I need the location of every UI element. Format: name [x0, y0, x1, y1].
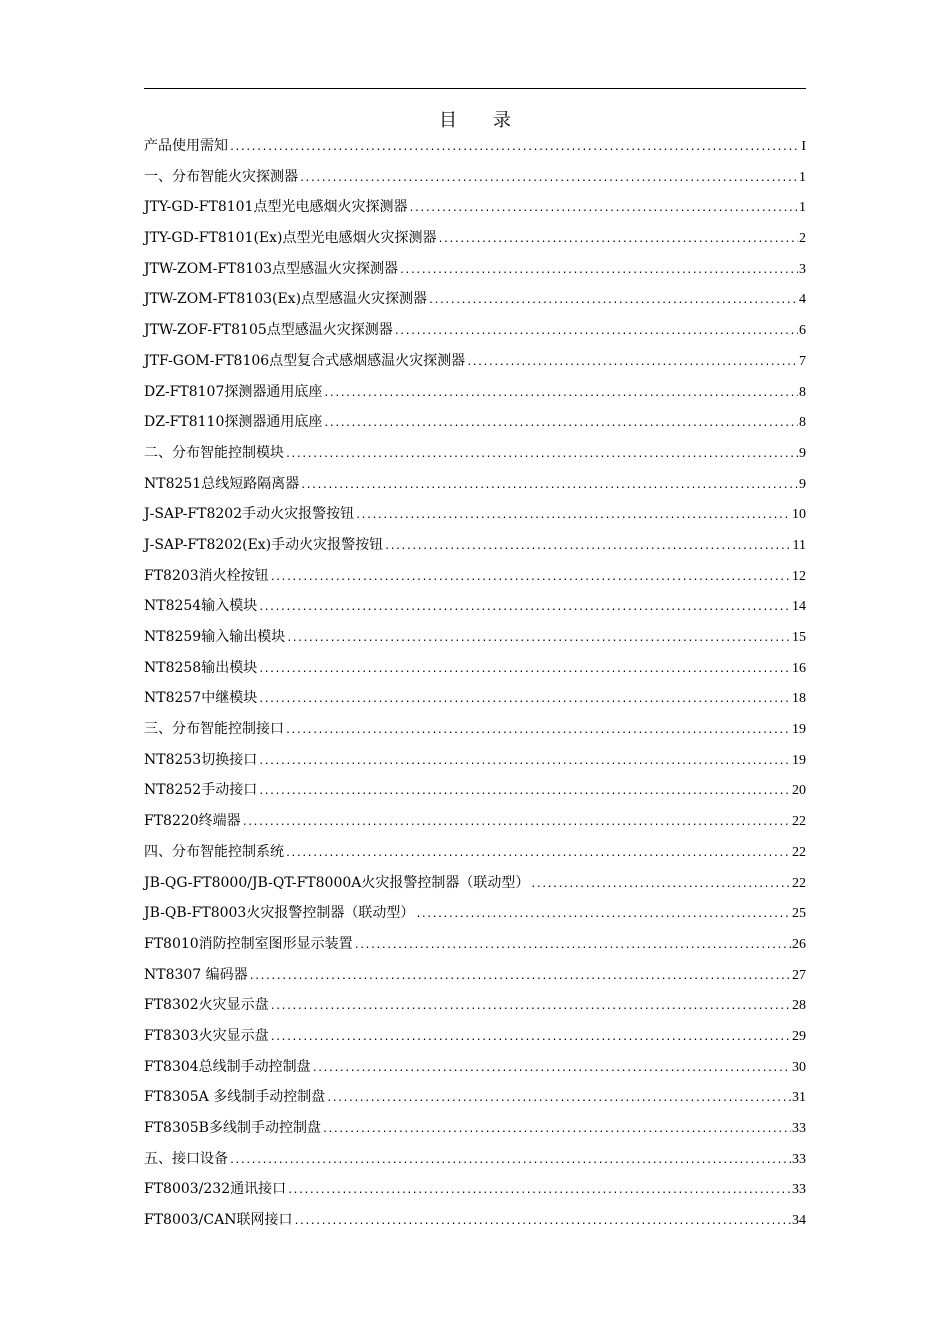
toc-entry[interactable] — [144, 565, 806, 596]
toc-entry[interactable] — [144, 1148, 806, 1179]
toc-entry[interactable] — [144, 657, 806, 688]
toc-entry[interactable] — [144, 902, 806, 933]
toc-entry-label: NT8307 编码器 — [144, 966, 248, 983]
dot-leader — [285, 444, 798, 466]
toc-entry-page: 18 — [792, 691, 806, 707]
toc-entry-label: JTW-ZOM-FT8103点型感温火灾探测器 — [144, 260, 399, 277]
toc-entry[interactable] — [144, 687, 806, 718]
dot-leader — [286, 628, 791, 650]
toc-entry-page: 33 — [792, 1151, 806, 1167]
toc-entry[interactable] — [144, 1178, 806, 1209]
toc-entry[interactable] — [144, 227, 806, 258]
toc-entry-label: FT8303火灾显示盘 — [144, 1027, 269, 1044]
toc-entry[interactable] — [144, 473, 806, 504]
toc-entry-page: 30 — [792, 1059, 806, 1075]
toc-entry-label: FT8220终端器 — [144, 813, 241, 830]
toc-entry[interactable] — [144, 1025, 806, 1056]
toc-entry[interactable] — [144, 166, 806, 197]
toc-entry-label: NT8252手动接口 — [144, 782, 258, 799]
toc-entry-page: 3 — [799, 261, 806, 277]
dot-leader — [270, 567, 791, 589]
dot-leader — [270, 996, 791, 1018]
toc-entry[interactable] — [144, 288, 806, 319]
toc-entry[interactable] — [144, 319, 806, 350]
toc-entry[interactable] — [144, 135, 806, 166]
dot-leader — [258, 751, 791, 773]
toc-entry-label: NT8257中继模块 — [144, 690, 258, 707]
dot-leader — [355, 505, 791, 527]
toc-entry-label: JB-QG-FT8000/JB-QT-FT8000A火灾报警控制器（联动型） — [144, 874, 530, 891]
toc-entry-label: FT8003/CAN联网接口 — [144, 1212, 293, 1229]
toc-entry-label: NT8254输入模块 — [144, 598, 258, 615]
dot-leader — [285, 843, 791, 865]
toc-entry-label: 一、分布智能火灾探测器 — [144, 168, 298, 185]
toc-entry-page: 22 — [792, 814, 806, 830]
dot-leader — [322, 1119, 791, 1141]
dot-leader — [408, 198, 798, 220]
toc-entry-page: 2 — [799, 231, 806, 247]
dot-leader — [293, 1211, 791, 1233]
toc-entry[interactable] — [144, 994, 806, 1025]
toc-entry-label: 五、接口设备 — [144, 1150, 228, 1167]
toc-entry[interactable] — [144, 534, 806, 565]
page-title: 目 录 — [439, 110, 511, 131]
dot-leader — [258, 659, 791, 681]
dot-leader — [300, 475, 798, 497]
toc-entry-label: NT8253切换接口 — [144, 751, 258, 768]
toc-entry-page: 9 — [799, 476, 806, 492]
dot-leader — [299, 168, 798, 190]
toc-entry[interactable] — [144, 442, 806, 473]
dot-leader — [258, 597, 791, 619]
toc-entry-label: 三、分布智能控制接口 — [144, 721, 284, 738]
dot-leader — [285, 720, 791, 742]
toc-entry[interactable] — [144, 749, 806, 780]
toc-entry-page: 11 — [792, 537, 806, 553]
toc-entry-page: 16 — [792, 660, 806, 676]
toc-entry-label: 产品使用需知 — [144, 138, 228, 154]
toc-entry[interactable] — [144, 933, 806, 964]
dot-leader — [258, 781, 791, 803]
toc-entry-label: DZ-FT8107探测器通用底座 — [144, 383, 323, 400]
toc-entry-label: J-SAP-FT8202手动火灾报警按钮 — [144, 506, 355, 523]
toc-entry-label: JTY-GD-FT8101(Ex)点型光电感烟火灾探测器 — [144, 230, 437, 247]
toc-entry-page: 19 — [792, 752, 806, 768]
toc-entry[interactable] — [144, 841, 806, 872]
dot-leader — [229, 1150, 791, 1172]
toc-entry[interactable] — [144, 196, 806, 227]
dot-leader — [428, 290, 798, 312]
dot-leader — [530, 874, 791, 896]
toc-entry-label: 四、分布智能控制系统 — [144, 843, 284, 860]
toc-entry-label: 二、分布智能控制模块 — [144, 444, 284, 461]
toc-entry-label: JTW-ZOF-FT8105点型感温火灾探测器 — [144, 322, 393, 339]
toc-entry-page: 31 — [792, 1090, 806, 1106]
dot-leader — [312, 1058, 791, 1080]
toc-entry-page: 8 — [799, 384, 806, 400]
toc-entry-label: FT8305B多线制手动控制盘 — [144, 1120, 321, 1136]
toc-entry-page: 27 — [792, 967, 806, 983]
toc-entry-page: 1 — [799, 200, 806, 216]
toc-entry-label: JB-QB-FT8003火灾报警控制器（联动型） — [144, 905, 415, 922]
dot-leader — [270, 1027, 791, 1049]
toc-entry-label: FT8304总线制手动控制盘 — [144, 1058, 311, 1075]
toc-entry-page: 28 — [792, 998, 806, 1014]
toc-entry[interactable] — [144, 1117, 806, 1148]
dot-leader — [399, 260, 798, 282]
toc-entry-page: 10 — [792, 507, 806, 523]
toc-entry-label: FT8305A 多线制手动控制盘 — [144, 1089, 326, 1106]
toc-entry-page: 20 — [792, 783, 806, 799]
toc-entry[interactable] — [144, 964, 806, 995]
dot-leader — [242, 812, 791, 834]
toc-entry-page: 12 — [792, 568, 806, 584]
toc-entry-page: 8 — [799, 415, 806, 431]
toc-entry-page: 34 — [792, 1213, 806, 1229]
toc-entry[interactable] — [144, 872, 806, 903]
toc-entry-label: NT8259输入输出模块 — [144, 629, 286, 645]
toc-entry[interactable] — [144, 779, 806, 810]
table-of-contents — [144, 135, 806, 1240]
toc-entry[interactable] — [144, 718, 806, 749]
toc-entry[interactable] — [144, 411, 806, 442]
toc-entry-label: JTF-GOM-FT8106点型复合式感烟感温火灾探测器 — [144, 352, 466, 369]
toc-entry-page: 9 — [799, 445, 806, 461]
toc-entry-label: FT8003/232通讯接口 — [144, 1181, 287, 1198]
toc-entry-label: FT8302火灾显示盘 — [144, 997, 269, 1014]
toc-entry-page: 6 — [799, 323, 806, 339]
toc-entry-page: 26 — [792, 936, 806, 952]
toc-entry[interactable] — [144, 1056, 806, 1087]
toc-entry[interactable] — [144, 1209, 806, 1240]
toc-entry-page: 22 — [792, 875, 806, 891]
header-rule — [144, 88, 806, 89]
dot-leader — [466, 352, 798, 374]
dot-leader — [249, 966, 791, 988]
dot-leader — [229, 137, 800, 159]
toc-entry-page: 33 — [792, 1182, 806, 1198]
toc-entry-label: JTW-ZOM-FT8103(Ex)点型感温火灾探测器 — [144, 291, 428, 308]
dot-leader — [323, 413, 798, 435]
toc-entry-label: NT8251总线短路隔离器 — [144, 475, 300, 492]
toc-entry[interactable] — [144, 810, 806, 841]
dot-leader — [258, 689, 791, 711]
toc-entry[interactable] — [144, 381, 806, 412]
toc-entry-page: 7 — [799, 353, 806, 369]
toc-entry[interactable] — [144, 350, 806, 381]
toc-entry-page: 33 — [792, 1121, 806, 1136]
toc-entry[interactable] — [144, 595, 806, 626]
dot-leader — [415, 904, 791, 926]
dot-leader — [384, 536, 791, 558]
toc-entry-label: NT8258输出模块 — [144, 659, 258, 676]
dot-leader — [323, 383, 798, 405]
toc-entry-page: 1 — [799, 169, 806, 185]
dot-leader — [287, 1180, 791, 1202]
toc-entry-page: 29 — [792, 1028, 806, 1044]
toc-entry-label: J-SAP-FT8202(Ex)手动火灾报警按钮 — [144, 536, 384, 553]
toc-entry[interactable] — [144, 626, 806, 657]
dot-leader — [438, 229, 798, 251]
toc-entry-label: FT8010消防控制室图形显示装置 — [144, 935, 353, 952]
dot-leader — [326, 1088, 791, 1110]
toc-entry-page: I — [801, 139, 806, 154]
toc-entry-page: 25 — [792, 906, 806, 922]
toc-entry-label: JTY-GD-FT8101点型光电感烟火灾探测器 — [144, 199, 408, 216]
toc-entry-page: 14 — [792, 599, 806, 615]
toc-entry[interactable] — [144, 1086, 806, 1117]
toc-entry-page: 19 — [792, 722, 806, 738]
toc-entry[interactable] — [144, 503, 806, 534]
toc-entry-label: FT8203消火栓按钮 — [144, 567, 269, 584]
dot-leader — [394, 321, 798, 343]
toc-entry[interactable] — [144, 258, 806, 289]
toc-entry-page: 15 — [792, 630, 806, 645]
toc-entry-label: DZ-FT8110探测器通用底座 — [144, 414, 323, 431]
dot-leader — [354, 935, 791, 957]
toc-entry-page: 22 — [792, 844, 806, 860]
toc-entry-page: 4 — [799, 292, 806, 308]
